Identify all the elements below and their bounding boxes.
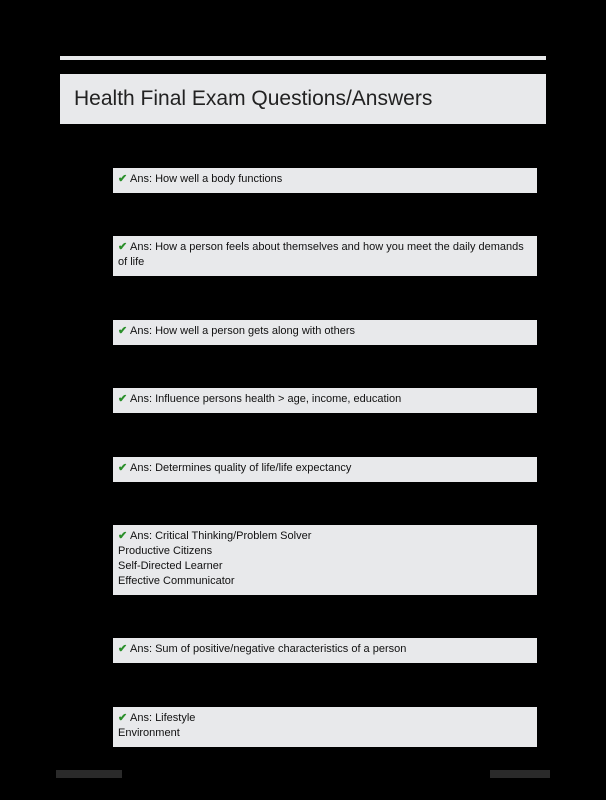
check-icon: ✔	[118, 643, 128, 655]
answer-box-4	[113, 388, 537, 413]
check-icon: ✔	[118, 712, 128, 724]
answer-box-2	[113, 236, 537, 276]
answer-text: Ans: Sum of positive/negative characteristics of a person	[130, 643, 407, 655]
check-icon: ✔	[118, 393, 128, 405]
header-divider	[60, 56, 546, 60]
answer-box-8	[113, 707, 537, 747]
answer-box-7	[113, 638, 537, 663]
answer-text: Ans: Critical Thinking/Problem Solver	[130, 530, 312, 542]
page-title: Health Final Exam Questions/Answers	[74, 87, 433, 110]
answer-box-6	[113, 525, 537, 595]
answer-text: Ans: Lifestyle	[130, 712, 196, 724]
answer-text: Self-Directed Learner	[118, 560, 223, 572]
answer-text: Environment	[118, 727, 180, 739]
check-icon: ✔	[118, 241, 128, 253]
check-icon: ✔	[118, 173, 128, 185]
check-icon: ✔	[118, 325, 128, 337]
answer-text: Ans: How well a body functions	[130, 173, 283, 185]
answer-box-5	[113, 457, 537, 482]
answer-text: Ans: How a person feels about themselves and how you meet the daily demands of life	[118, 241, 524, 268]
check-icon: ✔	[118, 530, 128, 542]
answer-box-1	[113, 168, 537, 193]
answer-text: Ans: Influence persons health > age, income, education	[130, 393, 402, 405]
answer-text: Effective Communicator	[118, 575, 235, 587]
answer-text: Ans: Determines quality of life/life expectancy	[130, 462, 352, 474]
answer-text: Productive Citizens	[118, 545, 213, 557]
answer-text: Ans: How well a person gets along with others	[130, 325, 356, 337]
footer-left-redacted	[56, 770, 122, 778]
title-banner	[60, 74, 546, 124]
footer-page-number-redacted	[490, 770, 550, 778]
check-icon: ✔	[118, 462, 128, 474]
answer-box-3	[113, 320, 537, 345]
